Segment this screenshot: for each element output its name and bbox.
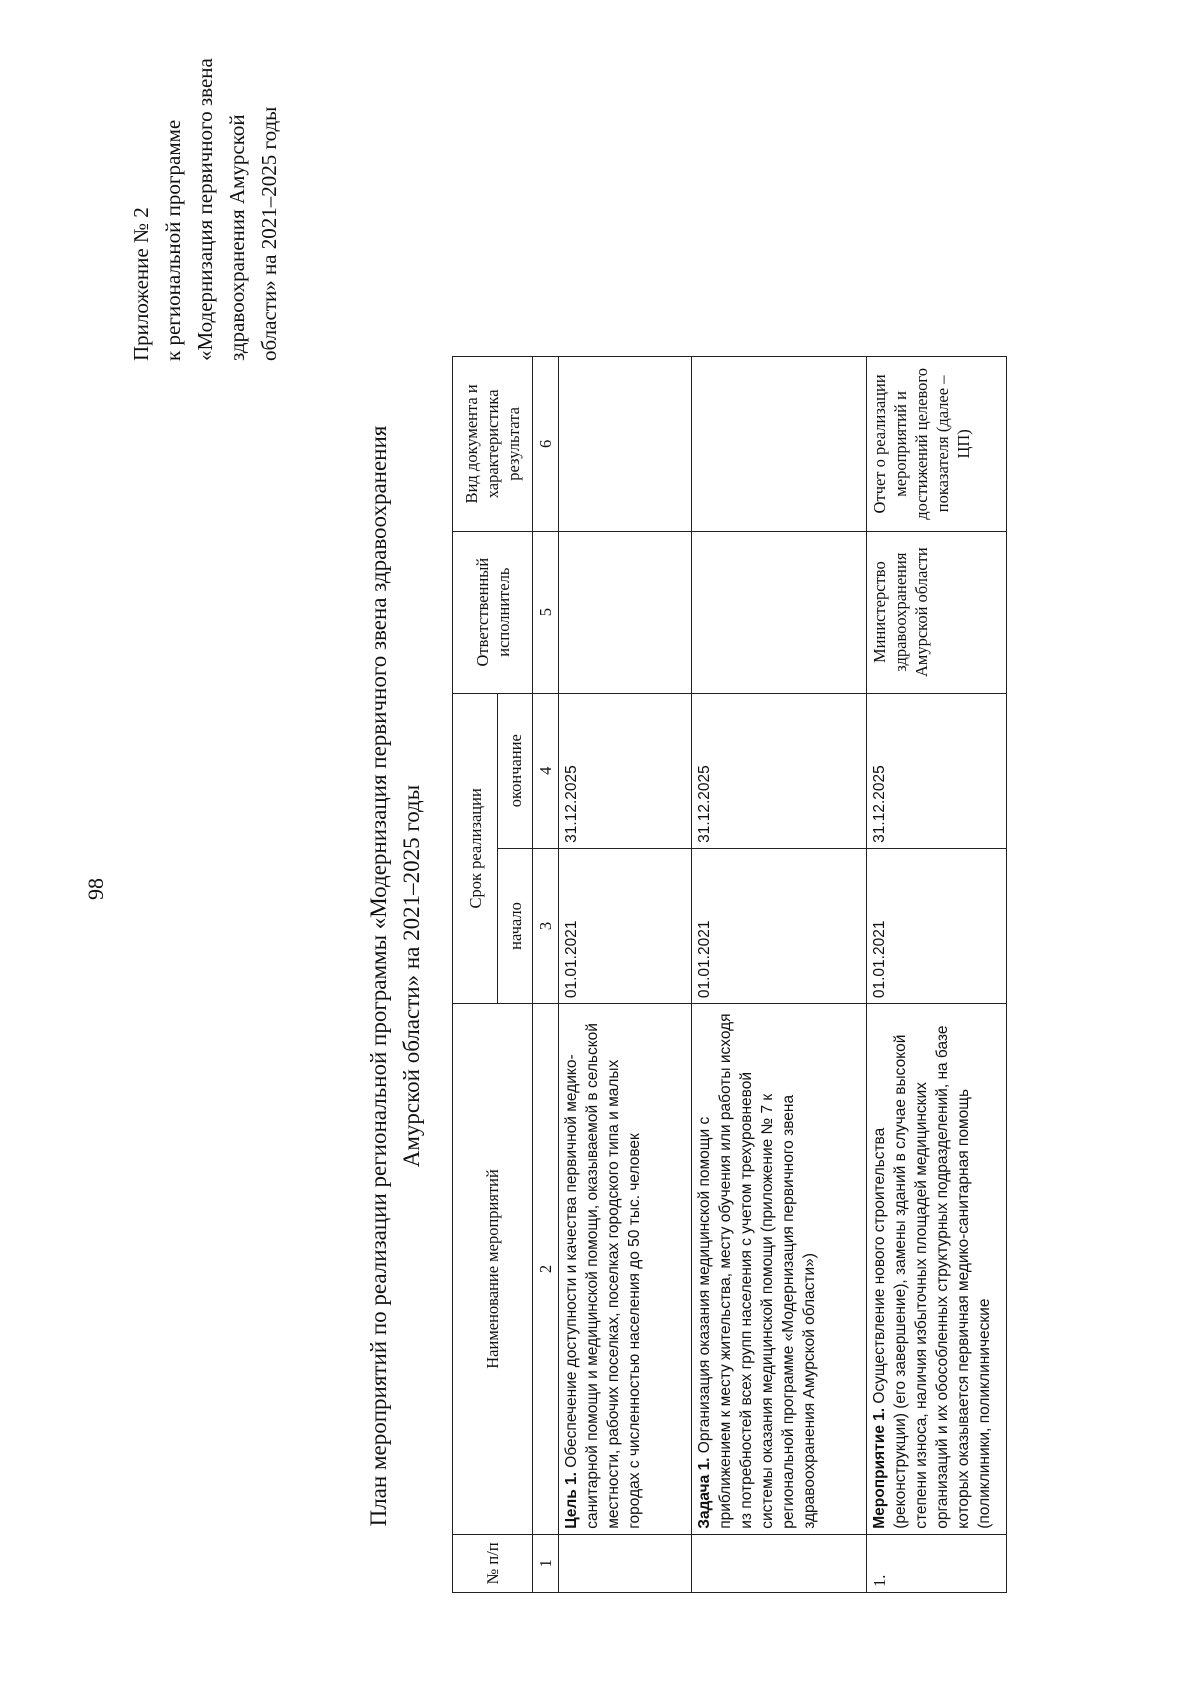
row-num [692, 1534, 867, 1592]
row-name [867, 1004, 1007, 1535]
table-row [692, 357, 867, 1593]
row-name [559, 1004, 692, 1535]
row-label: Задача 1. [696, 1457, 713, 1529]
row-end: 31.12.2025 [867, 693, 1007, 848]
row-start: 01.01.2021 [867, 848, 1007, 1003]
appendix-line: здравоохранения Амурской [225, 114, 249, 361]
row-executor: Министерство здравоохранения Амурской области [867, 531, 1007, 693]
column-number-row [533, 357, 559, 1593]
table-row [559, 357, 692, 1593]
title-line-2: Амурской области» на 2021–2025 годы [399, 784, 424, 1168]
row-start: 01.01.2021 [559, 848, 692, 1003]
header-doc: Вид документа и характеристика результата [453, 357, 533, 532]
row-num: 1. [867, 1534, 1007, 1592]
header-name: Наименование мероприятий [453, 1004, 533, 1535]
appendix-line: Приложение № 2 [129, 207, 153, 361]
row-text: Осуществление нового строительства (реконструкции) (его завершение), замены зданий в случае высокой степени износа, наличия избыточных площадей медицинских организаций и их обособленных структурных подразделений, на базе которых оказывается первичная медико-санитарная помощь (поликлиники, поликлинические [871, 1025, 993, 1529]
row-label: Цель 1. [563, 1472, 580, 1529]
plan-table [452, 356, 1007, 1593]
column-number: 4 [533, 693, 559, 848]
header-executor: Ответственный исполнитель [453, 531, 533, 693]
appendix-line: к региональной программе [161, 119, 185, 361]
row-doc [559, 357, 692, 532]
column-number: 2 [533, 1004, 559, 1535]
row-doc: Отчет о реализации мероприятий и достижений целевого показателя (далее – ЦП) [867, 357, 1007, 532]
column-number: 5 [533, 531, 559, 693]
document-title [362, 361, 428, 1591]
row-executor [559, 531, 692, 693]
appendix-header [125, 1, 285, 361]
column-number: 1 [533, 1534, 559, 1592]
header-start: начало [498, 848, 533, 1003]
table-row [867, 357, 1007, 1593]
header-term: Срок реализации [453, 693, 498, 1004]
row-num [559, 1534, 692, 1592]
column-number: 3 [533, 848, 559, 1003]
row-end: 31.12.2025 [559, 693, 692, 848]
header-end: окончание [498, 693, 533, 848]
title-line-1: План мероприятий по реализации региональной программы «Модернизация первичного звена здравоохранения [366, 425, 391, 1527]
appendix-line: «Модернизация первичного звена [193, 58, 217, 361]
row-start: 01.01.2021 [692, 848, 867, 1003]
row-label: Мероприятие 1. [871, 1407, 888, 1529]
row-end: 31.12.2025 [692, 693, 867, 848]
appendix-line: области» на 2021–2025 годы [257, 106, 281, 361]
row-text: Обеспечение доступности и качества первичной медико-санитарной помощи и медицинской помощи, оказываемой в сельской местности, рабочих поселках, поселках городского типа и малых городах с численностью населения до 50 тыс. человек [563, 1023, 643, 1529]
column-number: 6 [533, 357, 559, 532]
row-name [692, 1004, 867, 1535]
row-executor [692, 531, 867, 693]
page-number: 98 [83, 878, 108, 900]
header-num: № п/п [453, 1534, 533, 1592]
row-text: Организация оказания медицинской помощи с приближением к месту жительства, месту обучения или работы исходя из потребностей всех групп населения с учетом трехуровневой системы оказания медицинской помощи (приложение № 7 к региональной программе «Модернизация первичного звена здравоохранения Амурской области») [696, 1013, 818, 1529]
row-doc [692, 357, 867, 532]
